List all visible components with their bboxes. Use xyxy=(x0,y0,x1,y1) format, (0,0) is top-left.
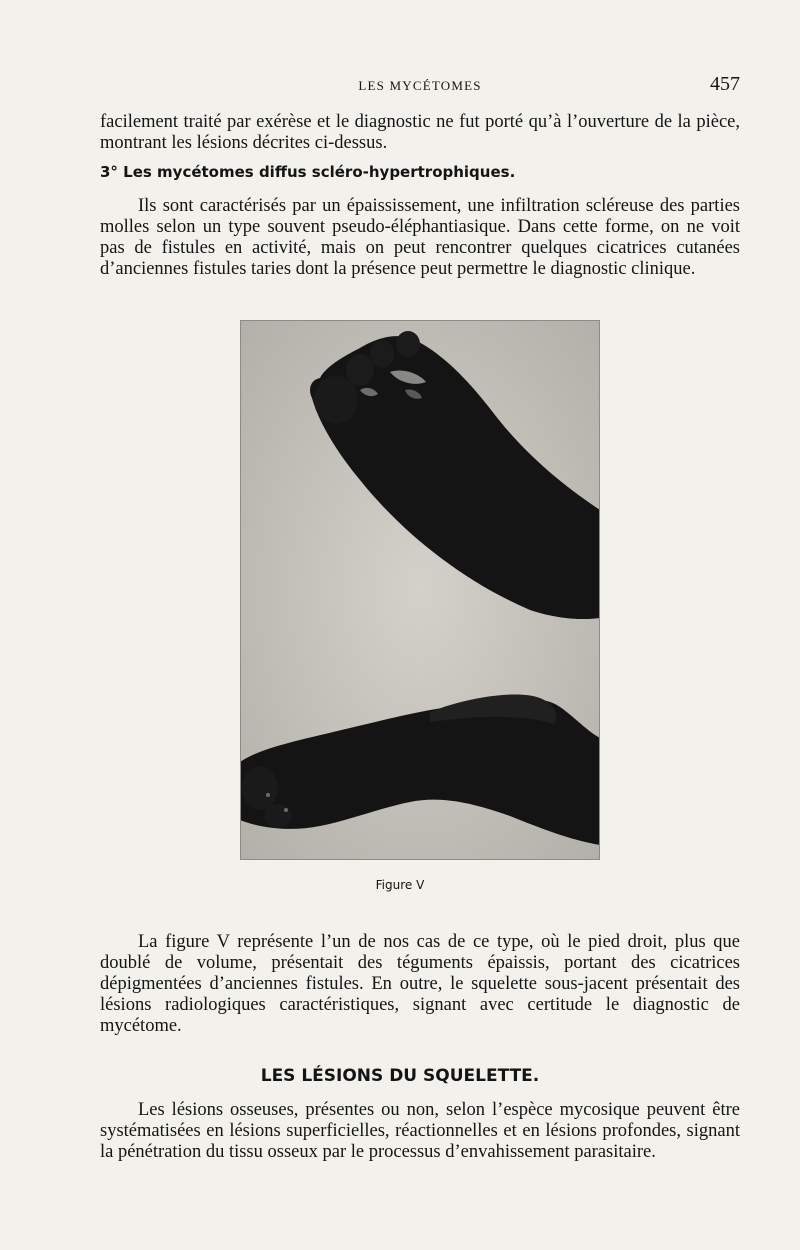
section-title: LES LÉSIONS DU SQUELETTE. xyxy=(260,1066,540,1086)
figure-photo xyxy=(240,320,600,860)
foot-photograph xyxy=(240,320,600,860)
paragraph-figure-explanation: La figure V représente l’un de nos cas de ce type, où le pied droit, plus que doublé de volume, présentait des téguments épaissis, portant des cicatrices dépigmentées d’anciennes fistules. En outre, le squelette sous-jacent présentait des lésions radiologiques caractéristiques, signant avec certitude le diagnostic de mycétome. xyxy=(100,932,740,1036)
paragraph-intro: facilement traité par exérèse et le diagnostic ne fut porté qu’à l’ouverture de la pièce, montrant les lésions décrites ci-dessus. xyxy=(100,112,740,153)
paragraph-bone-lesions: Les lésions osseuses, présentes ou non, selon l’espèce mycosique peuvent être systématisées en lésions superficielles, réactionnelles et en lésions profondes, signant la pénétration du tissu osseux par le processus d’envahissement parasitaire. xyxy=(100,1100,740,1162)
paragraph-description: Ils sont caractérisés par un épaississement, une infiltration scléreuse des parties molles selon un type souvent pseudo-éléphantiasique. Dans cette forme, on ne voit pas de fistules en activité, mais on peut rencontrer quelques cicatrices cutanées d’anciennes fistules taries dont la présence peut permettre le diagnostic clinique. xyxy=(100,196,740,279)
subheading: 3° Les mycétomes diffus scléro-hypertrophiques. xyxy=(100,163,516,181)
page-number: 457 xyxy=(710,73,740,95)
figure-caption: Figure V xyxy=(375,878,425,892)
running-title: LES MYCÉTOMES xyxy=(358,78,482,93)
running-head xyxy=(100,74,740,98)
